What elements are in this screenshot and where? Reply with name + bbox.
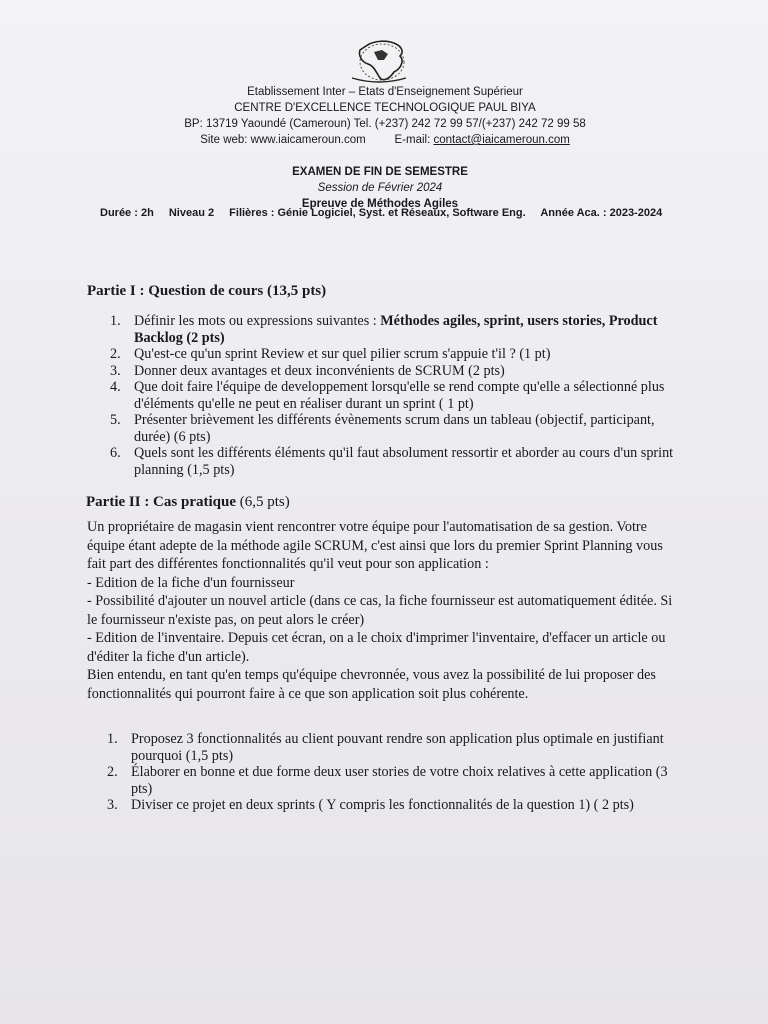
programs: Filières : Génie Logiciel, Syst. et Réseaux, Software Eng.: [229, 207, 526, 219]
question-item: 1. Définir les mots ou expressions suivantes : Méthodes agiles, sprint, users stories, Product Backlog (2 pts): [110, 313, 658, 346]
exam-meta: [100, 207, 680, 219]
exam-title: EXAMEN DE FIN DE SEMESTRE: [292, 166, 468, 178]
partie-2-questions: [107, 731, 677, 814]
question-item: 2. Élaborer en bonne et due forme deux user stories de votre choix relatives à cette application (3 pts): [107, 764, 668, 797]
question-item: 3. Donner deux avantages et deux inconvénients de SCRUM (2 pts): [110, 362, 505, 379]
exam-info: [200, 164, 560, 212]
paragraph: Bien entendu, en tant qu'en temps qu'équipe chevronnée, vous avez la possibilité de lui proposer des fonctionnalités qui pourront faire à ce que son application soit plus cohérente.: [87, 667, 656, 702]
partie-1-title: Partie I : Question de cours (13,5 pts): [87, 283, 327, 299]
header-line-4: [150, 132, 620, 148]
paragraph: - Edition de la fiche d'un fournisseur: [87, 574, 295, 591]
level: Niveau 2: [168, 207, 215, 219]
header-line-2: CENTRE D'EXCELLENCE TECHNOLOGIQUE PAUL BIYA: [234, 102, 536, 114]
duration: Durée : 2h: [100, 207, 154, 219]
question-item: 2. Qu'est-ce qu'un sprint Review et sur quel pilier scrum s'appuie t'il ? (1 pt): [110, 346, 551, 362]
paragraph: - Possibilité d'ajouter un nouvel article (dans ce cas, la fiche fournisseur est automatiquement éditée. Si le fournisseur n'existe pas, on peut alors le créer): [87, 593, 673, 628]
email-link[interactable]: contact@iaicameroun.com: [433, 134, 570, 146]
email-label: E-mail:: [394, 134, 434, 146]
question-item: 3. Diviser ce projet en deux sprints ( Y compris les fonctionnalités de la question 1) ( 2 pts): [107, 797, 634, 813]
partie-2-title: Partie II : Cas pratique (6,5 pts): [86, 494, 290, 510]
header-line-3: BP: 13719 Yaoundé (Cameroun) Tel. (+237) 242 72 99 57/(+237) 242 72 99 58: [184, 118, 586, 130]
question-item: 4. Que doit faire l'équipe de developpement lorsqu'elle se rend compte qu'elle a sélectionné plus d'éléments qu'elle ne peut en réaliser durant un sprint ( 1 pt): [110, 379, 665, 412]
question-item: 6. Quels sont les différents éléments qu'il faut absolument ressortir et aborder au cours d'un sprint planning (1,5 pts): [110, 445, 674, 478]
question-item: 1. Proposez 3 fonctionnalités au client pouvant rendre son application plus optimale en justifiant pourquoi (1,5 pts): [107, 731, 664, 764]
exam-subject: Epreuve de Méthodes Agiles: [301, 198, 459, 210]
exam-session: Session de Février 2024: [317, 182, 443, 194]
paragraph: - Edition de l'inventaire. Depuis cet écran, on a le choix d'imprimer l'inventaire, d'effacer un article ou d'éditer la fiche d'un article).: [87, 630, 666, 665]
header-line-1: Etablissement Inter – Etats d'Enseignement Supérieur: [247, 86, 523, 98]
partie-1-questions: [110, 313, 680, 478]
institution-header: [150, 84, 620, 148]
case-study-text: [87, 518, 677, 703]
question-item: 5. Présenter brièvement les différents évènements scrum dans un tableau (objectif, participant, durée) (6 pts): [110, 412, 655, 445]
africa-logo-icon: [344, 38, 414, 86]
academic-year: Année Aca. : 2023-2024: [540, 207, 663, 219]
site-web: Site web: www.iaicameroun.com: [200, 134, 366, 146]
paragraph: Un propriétaire de magasin vient rencontrer votre équipe pour l'automatisation de sa gestion. Votre équipe étant adepte de la méthode agile SCRUM, c'est ainsi que lors du premier Sprint Planning vous fait part des différentes fonctionnalités qu'il veut pour son application :: [87, 519, 663, 572]
